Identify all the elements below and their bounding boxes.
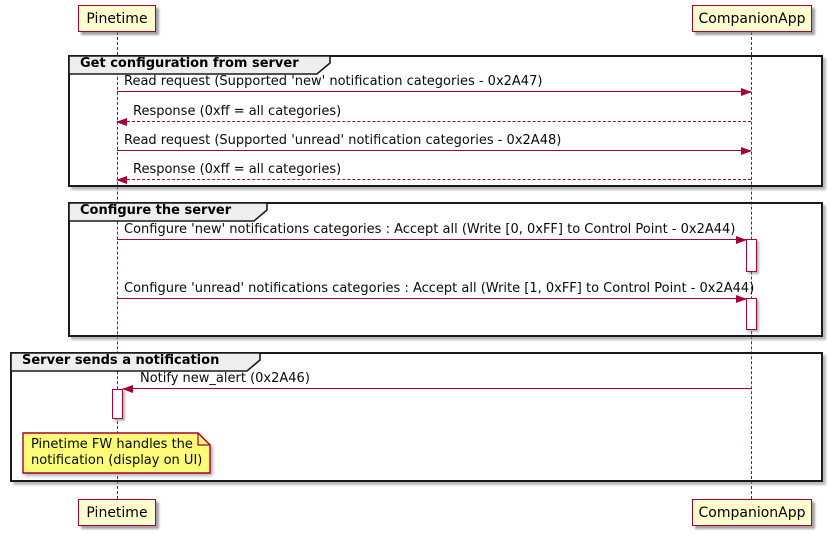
message-notify-new-alert xyxy=(123,371,751,389)
note-line-2: notification (display on UI) xyxy=(31,453,203,468)
group-title: Configure the server xyxy=(80,203,232,218)
message-line xyxy=(117,298,746,299)
activation-bar-pinetime xyxy=(112,389,123,419)
message-configure-unread xyxy=(117,281,755,299)
group-title: Get configuration from server xyxy=(80,56,299,71)
message-configure-new xyxy=(117,223,746,240)
participant-label: Pinetime xyxy=(86,10,148,27)
group-header-get-configuration xyxy=(68,55,331,75)
group-header-server-notification xyxy=(10,352,261,372)
message-line xyxy=(117,121,751,122)
activation-bar-companionapp-1 xyxy=(746,239,757,272)
message-line xyxy=(117,179,751,180)
message-line xyxy=(123,388,751,389)
note-text xyxy=(31,437,202,469)
participant-pinetime-bottom xyxy=(78,499,156,526)
arrowhead-right-icon xyxy=(741,147,752,155)
message-response-new xyxy=(117,105,751,122)
message-label: Notify new_alert (0x2A46) xyxy=(140,371,310,386)
message-label: Response (0xff = all categories) xyxy=(133,104,342,119)
note-pinetime-fw xyxy=(22,432,214,476)
message-line xyxy=(117,91,751,92)
arrowhead-left-icon xyxy=(122,385,133,393)
arrowhead-right-icon xyxy=(741,88,752,96)
message-label: Configure 'new' notifications categories : Accept all (Write [0, 0xFF] to Control Point - 0x2A44) xyxy=(124,222,736,237)
activation-bar-companionapp-2 xyxy=(746,298,757,330)
message-read-request-unread xyxy=(117,134,751,151)
message-read-request-new xyxy=(117,75,751,92)
message-label: Read request (Supported 'new' notification categories - 0x2A47) xyxy=(124,74,543,89)
arrowhead-left-icon xyxy=(116,118,127,126)
group-header-configure-server xyxy=(68,202,268,222)
note-line-1: Pinetime FW handles the xyxy=(31,437,193,452)
message-label: Configure 'unread' notifications categories : Accept all (Write [1, 0xFF] to Control Point - 0x2A44) xyxy=(124,281,755,296)
participant-label: Pinetime xyxy=(86,504,148,521)
message-response-unread xyxy=(117,163,751,180)
group-title: Server sends a notification xyxy=(22,353,220,368)
participant-companionapp-top xyxy=(692,5,812,32)
participant-label: CompanionApp xyxy=(698,504,806,521)
message-line xyxy=(117,239,746,240)
participant-pinetime-top xyxy=(78,5,156,32)
participant-label: CompanionApp xyxy=(698,10,806,27)
participant-companionapp-bottom xyxy=(692,499,812,526)
message-label: Response (0xff = all categories) xyxy=(133,162,342,177)
message-line xyxy=(117,150,751,151)
arrowhead-left-icon xyxy=(116,176,127,184)
message-label: Read request (Supported 'unread' notification categories - 0x2A48) xyxy=(124,133,562,148)
